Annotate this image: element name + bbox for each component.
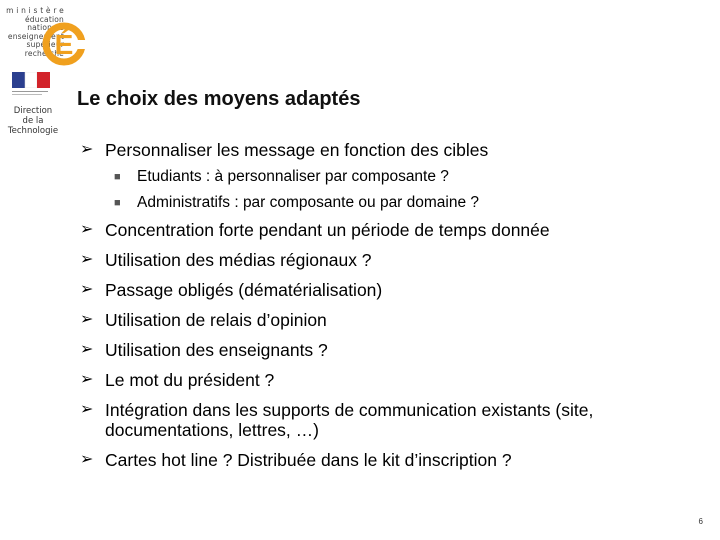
bullet-text: Intégration dans les supports de communication existants (site, documentations, lettres, …) bbox=[105, 400, 594, 440]
arrow-bullet-icon: ➢ bbox=[80, 311, 94, 328]
bullet-item bbox=[80, 370, 710, 390]
bullet-item bbox=[80, 450, 710, 470]
sub-bullet-item bbox=[80, 168, 710, 186]
square-bullet-icon: ■ bbox=[114, 171, 121, 183]
arrow-bullet-icon: ➢ bbox=[80, 251, 94, 268]
bullet-item bbox=[80, 280, 710, 300]
arrow-bullet-icon: ➢ bbox=[80, 141, 94, 158]
logo-letter: É bbox=[54, 29, 74, 60]
slide-title: Le choix des moyens adaptés bbox=[77, 88, 361, 110]
bullet-text: Utilisation de relais d’opinion bbox=[105, 310, 327, 330]
square-bullet-icon: ■ bbox=[114, 197, 121, 209]
arrow-bullet-icon: ➢ bbox=[80, 451, 94, 468]
sub-bullet-list bbox=[80, 168, 710, 212]
ministry-e-logo-icon bbox=[40, 10, 88, 72]
arrow-bullet-icon: ➢ bbox=[80, 221, 94, 238]
bullet-text: Personnaliser les message en fonction des cibles bbox=[105, 140, 489, 160]
arrow-bullet-icon: ➢ bbox=[80, 401, 94, 418]
ministry-branding bbox=[0, 0, 74, 145]
ministry-line: enseignement bbox=[7, 31, 64, 41]
ministry-line: nationale bbox=[27, 23, 64, 33]
arrow-bullet-icon: ➢ bbox=[80, 281, 94, 298]
ministry-line: éducation bbox=[24, 14, 64, 24]
sub-bullet-item bbox=[80, 194, 710, 212]
ministry-line: m i n i s t è r e bbox=[6, 6, 64, 15]
bullet-text: Concentration forte pendant un période de temps donnée bbox=[105, 220, 550, 240]
arrow-bullet-icon: ➢ bbox=[80, 341, 94, 358]
bullet-item bbox=[80, 340, 710, 360]
bullet-text: Utilisation des médias régionaux ? bbox=[105, 250, 372, 270]
sub-bullet-text: Administratifs : par composante ou par domaine ? bbox=[137, 194, 480, 211]
direction-line: Technologie bbox=[7, 126, 59, 136]
ministry-line: recherche bbox=[24, 48, 64, 58]
bullet-item bbox=[80, 400, 710, 440]
bullet-item bbox=[80, 250, 710, 270]
bullet-item bbox=[80, 220, 710, 240]
direction-line: Direction bbox=[13, 106, 53, 116]
direction-line: de la bbox=[22, 116, 44, 126]
bullet-text: Passage obligés (dématérialisation) bbox=[105, 280, 383, 300]
bullet-item bbox=[80, 140, 710, 160]
flag-caption-lines bbox=[12, 90, 52, 95]
bullet-text: Le mot du président ? bbox=[105, 370, 275, 390]
bullet-item bbox=[80, 310, 710, 330]
bullet-text: Cartes hot line ? Distribuée dans le kit d’inscription ? bbox=[105, 450, 512, 470]
ministry-line: supérieur bbox=[26, 40, 64, 50]
slide-body bbox=[80, 140, 710, 480]
french-flag-icon bbox=[12, 72, 50, 88]
bullet-text: Utilisation des enseignants ? bbox=[105, 340, 328, 360]
direction-label bbox=[4, 106, 62, 136]
sub-bullet-text: Etudiants : à personnaliser par composante ? bbox=[137, 168, 449, 185]
page-number: 6 bbox=[698, 517, 703, 526]
arrow-bullet-icon: ➢ bbox=[80, 371, 94, 388]
